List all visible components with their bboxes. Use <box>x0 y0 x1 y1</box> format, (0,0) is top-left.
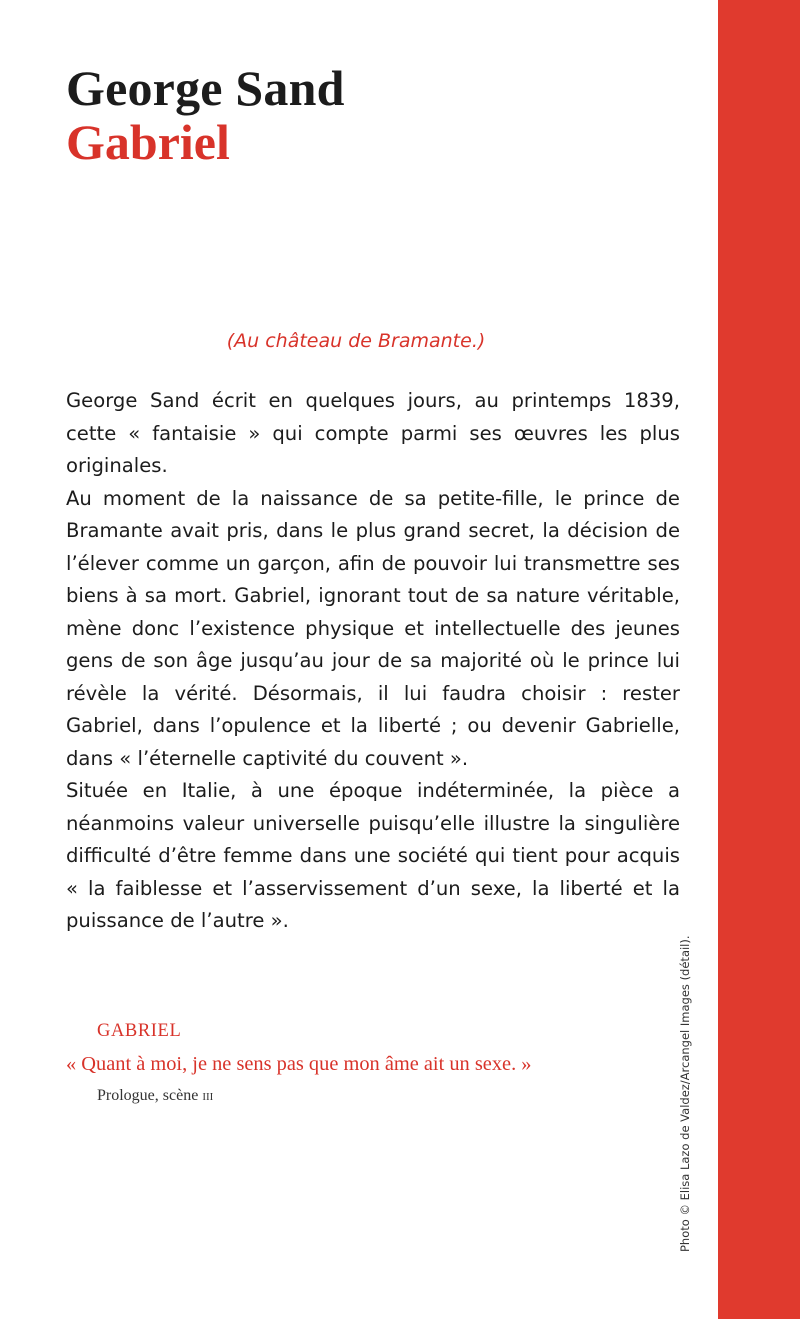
author-name: George Sand <box>66 60 345 116</box>
blurb-paragraph: George Sand écrit en quelques jours, au printemps 1839, cette « fantaisie » qui compte parmi ses œuvres les plus originales. <box>66 389 680 477</box>
blurb-paragraph: Située en Italie, à une époque indéterminée, la pièce a néanmoins valeur universelle puisqu’elle illustre la singulière difficulté d’être femme dans une société qui tient pour acquis « la faiblesse et l’asservissement d’un sexe, la liberté et la puissance de l’autre ». <box>66 779 680 932</box>
blurb <box>66 385 680 938</box>
red-band <box>718 0 800 1319</box>
quote-speaker: GABRIEL <box>97 1021 182 1041</box>
quote-source <box>97 1084 213 1108</box>
quote-source-numeral: iii <box>202 1087 214 1104</box>
quote-source-prefix: Prologue, scène <box>97 1087 203 1104</box>
quote-text: « Quant à moi, je ne sens pas que mon âme ait un sexe. » <box>66 1053 532 1075</box>
setting-caption: (Au château de Bramante.) <box>226 330 486 352</box>
blurb-paragraph: Au moment de la naissance de sa petite-fille, le prince de Bramante avait pris, dans le plus grand secret, la décision de l’élever comme un garçon, afin de pouvoir lui transmettre ses biens à sa mort. Gabriel, ignorant tout de sa nature véritable, mène donc l’existence physique et intellectuelle des jeunes gens de son âge jusqu’au jour de sa majorité où le prince lui révèle la vérité. Désormais, il lui faudra choisir : rester Gabriel, dans l’opulence et la liberté ; ou devenir Gabrielle, dans « l’éternelle captivité du couvent ». <box>66 486 680 770</box>
photo-credit: Photo © Elisa Lazo de Valdez/Arcangel Images (détail). <box>678 935 692 1252</box>
book-title: Gabriel <box>66 114 230 170</box>
